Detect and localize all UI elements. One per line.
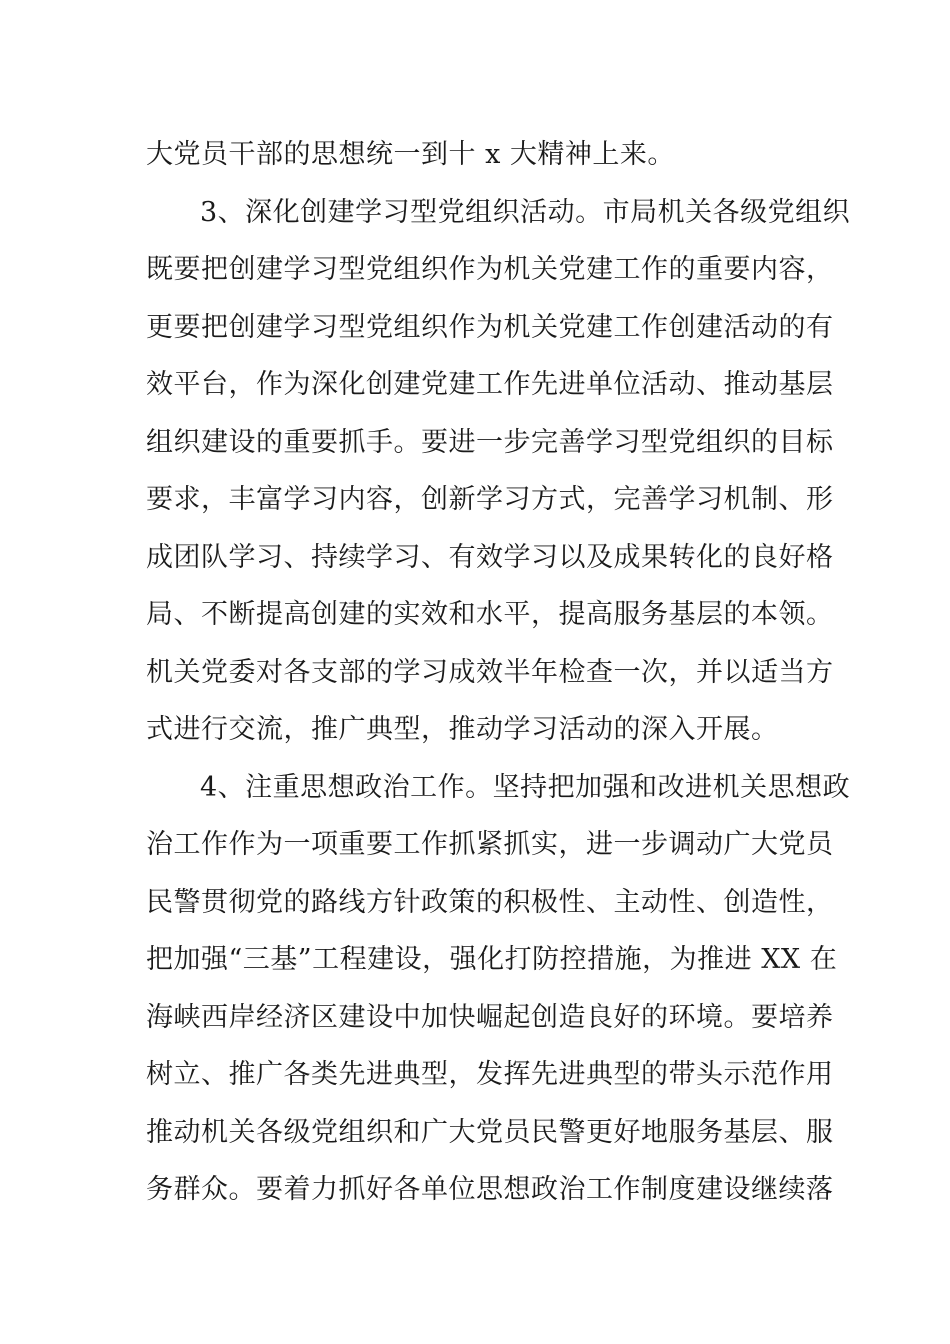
text-line: 局、不断提高创建的实效和水平，提高服务基层的本领。	[146, 599, 834, 630]
text-line: 治工作作为一项重要工作抓紧抓实，进一步调动广大党员	[146, 829, 834, 860]
text-line: 民警贯彻党的路线方针政策的积极性、主动性、创造性，	[146, 886, 834, 918]
text-line: 大党员干部的思想统一到十 x 大精神上来。	[146, 139, 675, 170]
text-line: 把加强“三基”工程建设，强化打防控措施，为推进 XX 在	[146, 944, 838, 975]
text-line: 效平台，作为深化创建党建工作先进单位活动、推动基层	[146, 369, 834, 400]
text-line: 树立、推广各类先进典型，发挥先进典型的带头示范作用	[146, 1059, 834, 1090]
text-line: 要求，丰富学习内容，创新学习方式，完善学习机制、形	[146, 484, 834, 515]
text-line: 海峡西岸经济区建设中加快崛起创造良好的环境。要培养	[146, 1001, 834, 1033]
text-line-paragraph-start: 4、注重思想政治工作。坚持把加强和改进机关思想政	[200, 771, 851, 803]
text-line: 组织建设的重要抓手。要进一步完善学习型党组织的目标	[146, 426, 834, 458]
text-line: 既要把创建学习型党组织作为机关党建工作的重要内容，	[146, 254, 834, 285]
text-line-paragraph-start: 3、深化创建学习型党组织活动。市局机关各级党组织	[200, 196, 851, 228]
text-line: 务群众。要着力抓好各单位思想政治工作制度建设继续落	[146, 1174, 834, 1205]
text-line: 成团队学习、持续学习、有效学习以及成果转化的良好格	[146, 541, 834, 573]
text-line: 更要把创建学习型党组织作为机关党建工作创建活动的有	[146, 311, 834, 343]
text-line: 机关党委对各支部的学习成效半年检查一次，并以适当方	[146, 656, 834, 688]
text-line: 式进行交流，推广典型，推动学习活动的深入开展。	[146, 714, 779, 745]
text-line: 推动机关各级党组织和广大党员民警更好地服务基层、服	[146, 1116, 834, 1148]
body-text	[146, 126, 851, 1219]
